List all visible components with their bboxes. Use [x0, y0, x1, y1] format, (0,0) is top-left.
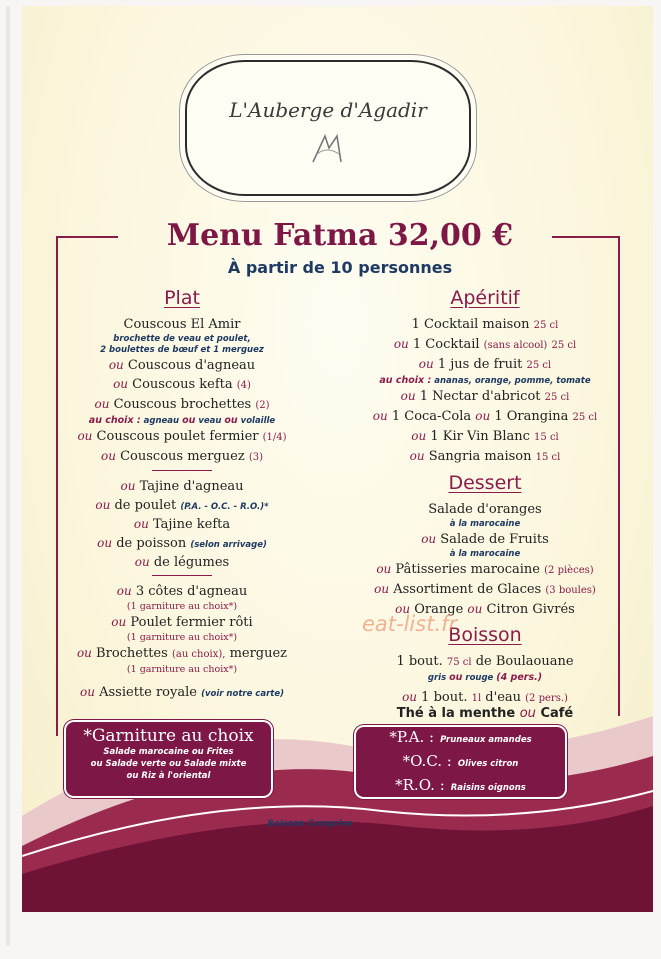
drink-kir-vin-blanc: ou 1 Kir Vin Blanc 15 cl [411, 429, 559, 444]
legend-box [356, 727, 565, 797]
dish-tajine-agneau: ou Tajine d'agneau [120, 479, 244, 494]
plat-heading: Plat [164, 287, 200, 309]
dish-couscous-agneau: ou Couscous d'agneau [108, 358, 256, 373]
dish-cotes-agneau: ou 3 côtes d'agneau [116, 584, 248, 599]
legend-pa: *P.A. : Pruneaux amandes [389, 728, 532, 746]
boisson-eau: ou 1 bout. 1l d'eau (2 pers.) [402, 690, 568, 705]
right-column [355, 287, 615, 708]
dish-note: (1 garniture au choix*) [126, 664, 238, 675]
dessert-glaces: ou Assortiment de Glaces (3 boules) [374, 582, 596, 597]
dish-note: au choix : agneau ou veau ou volaille [88, 415, 276, 426]
garniture-box [66, 722, 271, 796]
dish-note: (1 garniture au choix*) [126, 632, 238, 643]
aperitif-heading: Apéritif [450, 287, 520, 309]
drink-cocktail-sans-alcool: ou 1 Cocktail (sans alcool) 25 cl [393, 337, 577, 352]
dish-note: brochette de veau et poulet, [113, 334, 251, 344]
menu-sheet [22, 6, 653, 912]
dish-tajine-legumes: ou de légumes [134, 555, 230, 570]
drink-coca-orangina: ou 1 Coca-Cola ou 1 Orangina 25 cl [372, 409, 598, 424]
drink-jus-de-fruit: ou 1 jus de fruit 25 cl [418, 357, 552, 372]
boisson-note: gris ou rouge (4 pers.) [427, 672, 543, 683]
garniture-line: ou Riz à l'oriental [126, 771, 211, 781]
garniture-title: *Garniture au choix [83, 726, 254, 746]
dish-tajine-kefta: ou Tajine kefta [133, 517, 231, 532]
divider [152, 575, 212, 576]
drink-note: au choix : ananas, orange, pomme, tomate [379, 375, 591, 386]
frame-left [56, 236, 58, 736]
divider [152, 470, 212, 471]
dessert-salade-oranges: Salade d'oranges [428, 502, 542, 517]
dish-poulet-roti: ou Poulet fermier rôti [111, 615, 253, 630]
logo-emblem-icon [307, 128, 347, 168]
page-edge [6, 6, 10, 946]
legend-oc: *O.C. : Olives citron [402, 752, 519, 770]
garniture-line: ou Salade verte ou Salade mixte [90, 759, 247, 769]
dish-couscous-merguez: ou Couscous merguez (3) [101, 449, 263, 464]
drink-nectar-abricot: ou 1 Nectar d'abricot 25 cl [400, 389, 570, 404]
dish-couscous-kefta: ou Couscous kefta (4) [113, 377, 251, 392]
dish-assiette-royale: ou Assiette royale (voir notre carte) [80, 685, 284, 700]
dessert-givres: ou Orange ou Citron Givrés [395, 602, 575, 617]
watermark: eat-list.fr [362, 612, 458, 636]
dessert-note: à la marocaine [449, 519, 521, 529]
plat-column [72, 287, 292, 702]
dessert-heading: Dessert [448, 472, 522, 494]
drink-sangria: ou Sangria maison 15 cl [409, 449, 561, 464]
frame-top-right [552, 236, 618, 238]
dish-note: (1 garniture au choix*) [126, 601, 238, 612]
boisson-comprise: Boisson Comprise [267, 819, 353, 829]
legend-ro: *R.O. : Raisins oignons [395, 776, 526, 794]
dish-couscous-brochettes: ou Couscous brochettes (2) [94, 397, 270, 412]
dish-note: 2 boulettes de bœuf et 1 merguez [100, 345, 264, 355]
frame-right [618, 236, 620, 716]
drink-cocktail-maison: 1 Cocktail maison 25 cl [411, 317, 559, 332]
dish-brochettes-merguez: ou Brochettes (au choix), merguez [76, 646, 288, 661]
menu-subtitle: À partir de 10 personnes [227, 258, 453, 277]
dish-couscous-el-amir: Couscous El Amir [123, 317, 241, 332]
dish-tajine-poulet: ou de poulet (P.A. - O.C. - R.O.)* [95, 498, 269, 513]
boisson-heading: Boisson [448, 624, 522, 646]
menu-title: Menu Fatma 32,00 € [166, 218, 514, 253]
restaurant-logo [185, 60, 471, 196]
dish-tajine-poisson: ou de poisson (selon arrivage) [97, 536, 267, 551]
dessert-salade-fruits: ou Salade de Fruits [421, 532, 549, 547]
restaurant-name: L'Auberge d'Agadir [229, 98, 427, 122]
the-cafe-line: Thé à la menthe ou Café [396, 706, 574, 721]
dish-couscous-poulet-fermier: ou Couscous poulet fermier (1/4) [77, 429, 287, 444]
dessert-patisseries: ou Pâtisseries marocaine (2 pièces) [376, 562, 594, 577]
garniture-line: Salade marocaine ou Frites [103, 747, 234, 757]
frame-top-left [56, 236, 118, 238]
boisson-boulaouane: 1 bout. 75 cl de Boulaouane [396, 654, 574, 669]
dessert-note: à la marocaine [449, 549, 521, 559]
